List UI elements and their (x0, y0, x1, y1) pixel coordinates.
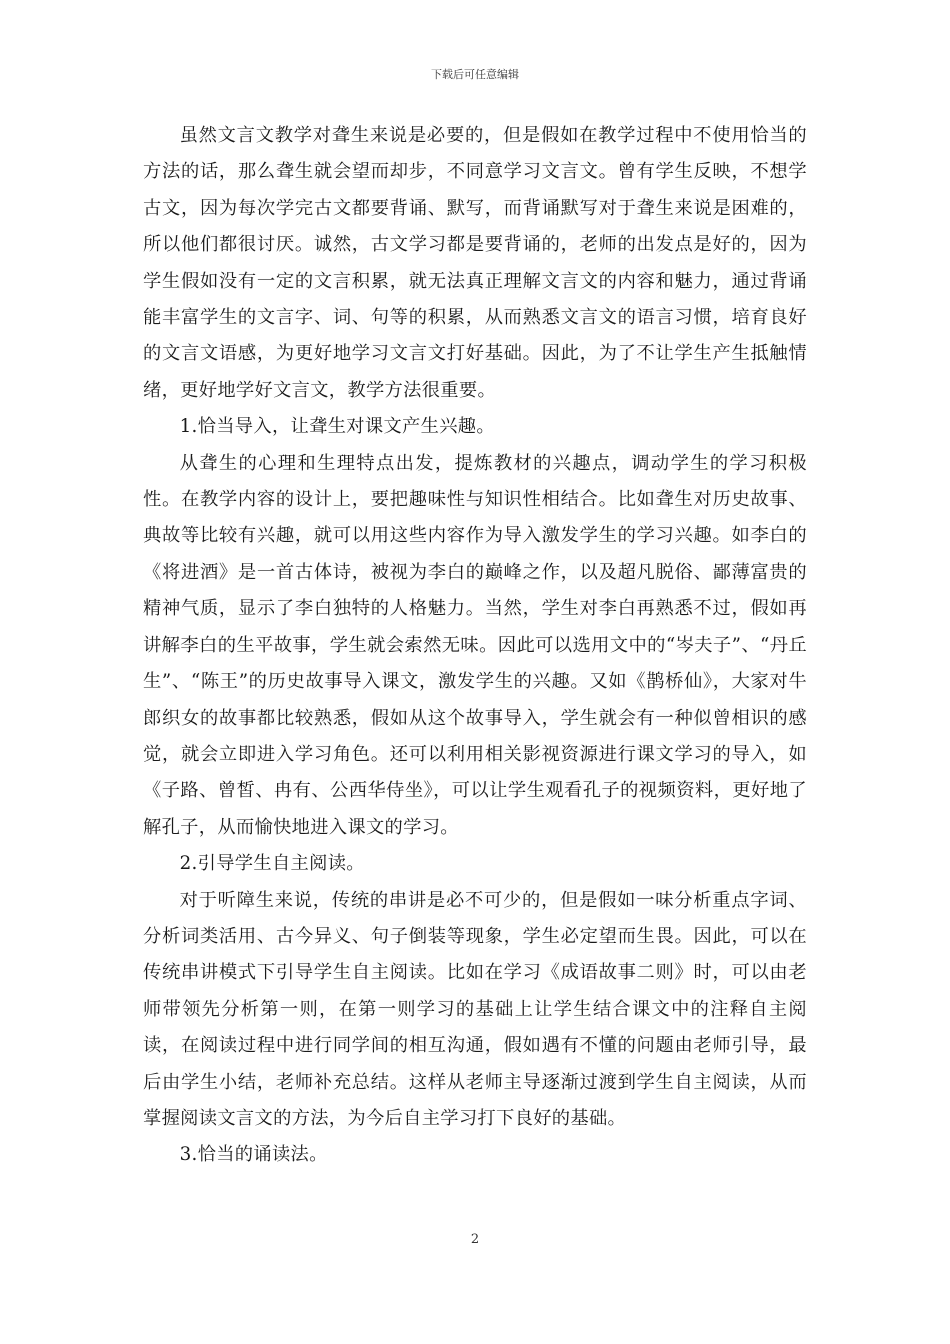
paragraph-section-1: 从聋生的心理和生理特点出发，提炼教材的兴趣点，调动学生的学习积极性。在教学内容的设计上，要把趣味性与知识性相结合。比如聋生对历史故事、典故等比较有兴趣，就可以用这些内容作为导入激发学生的学习兴趣。如李白的《将进酒》是一首古体诗，被视为李白的巅峰之作，以及超凡脱俗、鄙薄富贵的精神气质，显示了李白独特的人格魅力。当然，学生对李白再熟悉不过，假如再讲解李白的生平故事，学生就会索然无味。因此可以选用文中的“岑夫子”、“丹丘生”、“陈王”的历史故事导入课文，激发学生的兴趣。又如《鹊桥仙》，大家对牛郎织女的故事都比较熟悉，假如从这个故事导入，学生就会有一种似曾相识的感觉，就会立即进入学习角色。还可以利用相关影视资源进行课文学习的导入，如《子路、曾皙、冉有、公西华侍坐》，可以让学生观看孔子的视频资料，更好地了解孔子，从而愉快地进入课文的学习。 (143, 452, 807, 838)
page-number: 2 (470, 1232, 480, 1247)
section-heading-3: 3.恰当的诵读法。 (179, 1144, 328, 1166)
section-heading-2: 2.引导学生自主阅读。 (179, 853, 365, 875)
document-body (143, 118, 807, 1174)
page-header: 下载后可任意编辑 (431, 68, 519, 81)
paragraph-section-2: 对于听障生来说，传统的串讲是必不可少的，但是假如一味分析重点字词、分析词类活用、古今异义、句子倒装等现象，学生必定望而生畏。因此，可以在传统串讲模式下引导学生自主阅读。比如在学习《成语故事二则》时，可以由老师带领先分析第一则，在第一则学习的基础上让学生结合课文中的注释自主阅读，在阅读过程中进行同学间的相互沟通，假如遇有不懂的问题由老师引导，最后由学生小结，老师补充总结。这样从老师主导逐渐过渡到学生自主阅读，从而掌握阅读文言文的方法，为今后自主学习打下良好的基础。 (143, 889, 807, 1129)
paragraph-teaching-method-intro: 虽然文言文教学对聋生来说是必要的，但是假如在教学过程中不使用恰当的方法的话，那么聋生就会望而却步，不同意学习文言文。曾有学生反映，不想学古文，因为每次学完古文都要背诵、默写，而背诵默写对于聋生来说是困难的，所以他们都很讨厌。诚然，古文学习都是要背诵的，老师的出发点是好的，因为学生假如没有一定的文言积累，就无法真正理解文言文的内容和魅力，通过背诵能丰富学生的文言字、词、句等的积累，从而熟悉文言文的语言习惯，培育良好的文言文语感，为更好地学习文言文打好基础。因此，为了不让学生产生抵触情绪，更好地学好文言文，教学方法很重要。 (143, 125, 807, 401)
section-heading-1: 1.恰当导入，让聋生对课文产生兴趣。 (179, 416, 495, 438)
